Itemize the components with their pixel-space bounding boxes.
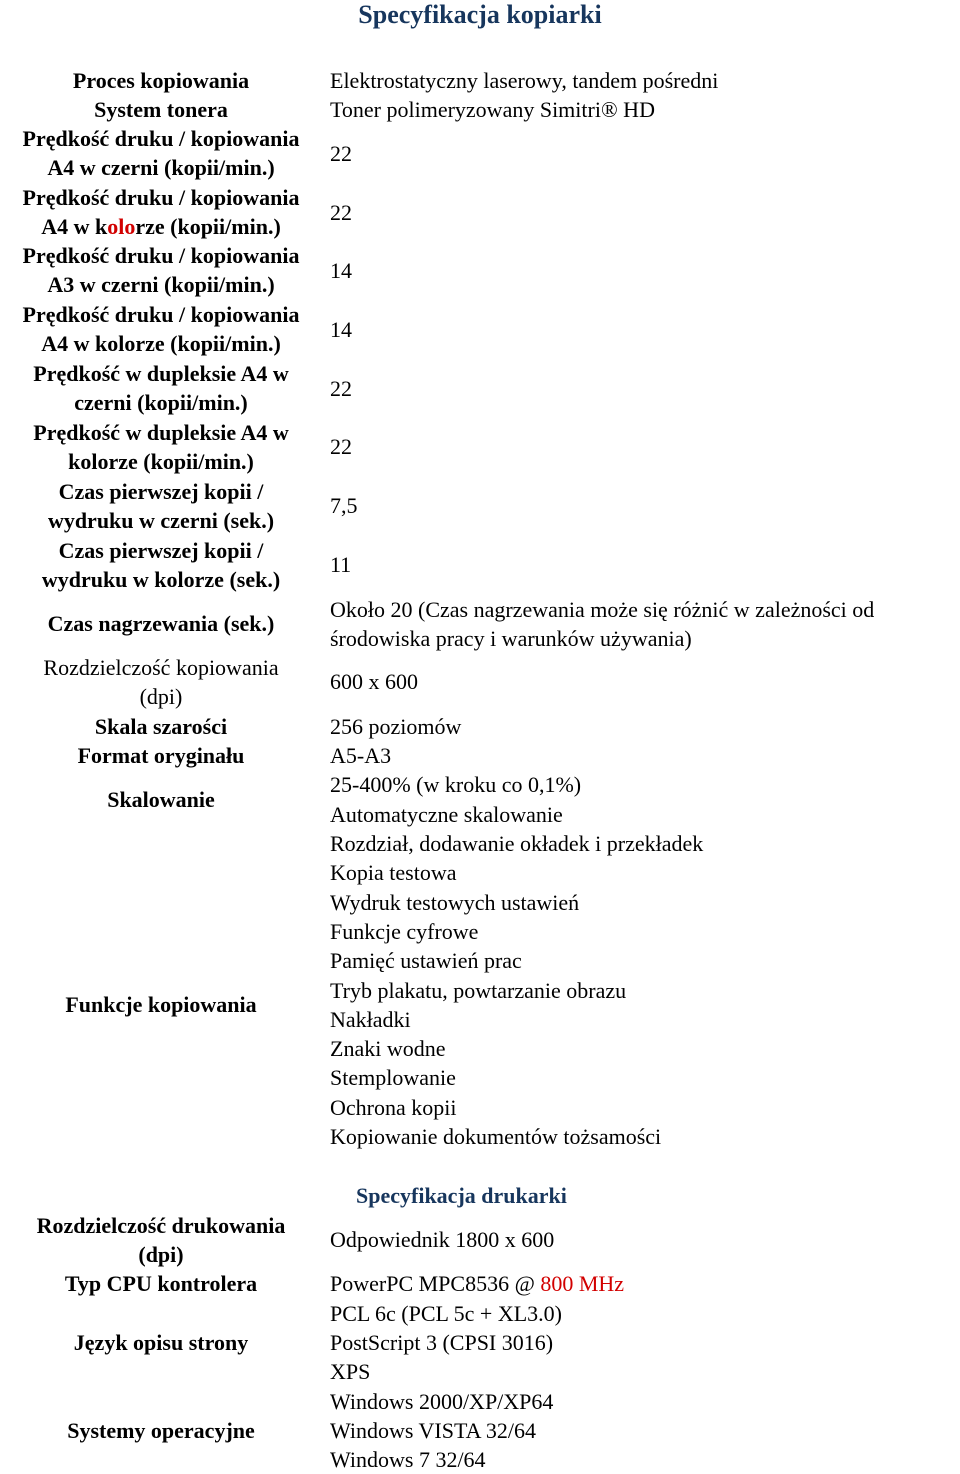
value-typ-cpu: PowerPC MPC8536 @ 800 MHz <box>330 1271 625 1296</box>
value-rozdzielczosc-kopiowania: 600 x 600 <box>330 669 418 694</box>
value-pierwsza-kopia-kolor: 11 <box>330 552 352 577</box>
label-predkosc-a4-kolor-b-2: A4 w kolorze (kopii/min.) <box>41 331 281 356</box>
value-jezyk-1: PCL 6c (PCL 5c + XL3.0) <box>330 1301 562 1326</box>
value-predkosc-a4-czern: 22 <box>330 141 352 166</box>
value-funkcje-6: Tryb plakatu, powtarzanie obrazu <box>330 978 627 1003</box>
value-systemy-2: Windows VISTA 32/64 <box>330 1418 536 1443</box>
value-system-tonera: Toner polimeryzowany Simitri® HD <box>330 97 655 122</box>
value-format-oryginalu: A5-A3 <box>330 743 392 768</box>
label-dupleks-kolor-2: kolorze (kopii/min.) <box>68 449 254 474</box>
label-predkosc-a4-kolor-1: Prędkość druku / kopiowania <box>22 185 300 210</box>
value-funkcje-10: Ochrona kopii <box>330 1095 457 1120</box>
label-predkosc-a3-czern-2: A3 w czerni (kopii/min.) <box>47 272 275 297</box>
value-skala-szarosci: 256 poziomów <box>330 714 462 739</box>
value-funkcje-5: Pamięć ustawień prac <box>330 948 522 973</box>
value-funkcje-8: Znaki wodne <box>330 1036 446 1061</box>
label-rozdzielczosc-kopiowania-1: Rozdzielczość kopiowania <box>43 655 279 680</box>
label-rozdzielczosc-drukowania-2: (dpi) <box>138 1242 184 1267</box>
value-dupleks-kolor: 22 <box>330 434 352 459</box>
label-pierwsza-kopia-czern-2: wydruku w czerni (sek.) <box>47 508 275 533</box>
label-typ-cpu: Typ CPU kontrolera <box>64 1271 258 1296</box>
value-funkcje-1: Rozdział, dodawanie okładek i przekładek <box>330 831 704 856</box>
value-funkcje-4: Funkcje cyfrowe <box>330 919 479 944</box>
value-czas-nagrzewania-2: środowiska pracy i warunków używania) <box>330 626 692 651</box>
printer-section-title: Specyfikacja drukarki <box>356 1183 567 1208</box>
value-jezyk-2: PostScript 3 (CPSI 3016) <box>330 1330 554 1355</box>
label-predkosc-a4-czern-2: A4 w czerni (kopii/min.) <box>47 155 275 180</box>
label-predkosc-a4-czern-1: Prędkość druku / kopiowania <box>22 126 300 151</box>
label-predkosc-a3-czern-1: Prędkość druku / kopiowania <box>22 243 300 268</box>
label-pierwsza-kopia-kolor-2: wydruku w kolorze (sek.) <box>41 567 281 592</box>
label-dupleks-czern-2: czerni (kopii/min.) <box>74 390 248 415</box>
value-predkosc-a4-kolor-b: 14 <box>330 317 352 342</box>
value-dupleks-czern: 22 <box>330 376 352 401</box>
label-predkosc-a4-kolor-b-1: Prędkość druku / kopiowania <box>22 302 300 327</box>
value-systemy-3: Windows 7 32/64 <box>330 1447 486 1472</box>
label-pierwsza-kopia-kolor-1: Czas pierwszej kopii / <box>58 538 264 563</box>
value-czas-nagrzewania-1: Około 20 (Czas nagrzewania może się różnić w zależności od <box>330 597 875 622</box>
label-system-tonera: System tonera <box>94 97 228 122</box>
value-funkcje-11: Kopiowanie dokumentów tożsamości <box>330 1124 662 1149</box>
label-systemy-operacyjne: Systemy operacyjne <box>67 1418 255 1443</box>
value-jezyk-3: XPS <box>330 1359 371 1384</box>
value-rozdzielczosc-drukowania: Odpowiednik 1800 x 600 <box>330 1227 555 1252</box>
label-rozdzielczosc-drukowania-1: Rozdzielczość drukowania <box>36 1213 286 1238</box>
label-predkosc-a4-kolor-2: A4 w kolorze (kopii/min.) <box>41 214 281 239</box>
label-pierwsza-kopia-czern-1: Czas pierwszej kopii / <box>58 479 264 504</box>
label-skalowanie: Skalowanie <box>107 787 215 812</box>
value-skalowanie-1: 25-400% (w kroku co 0,1%) <box>330 772 582 797</box>
label-dupleks-kolor-1: Prędkość w dupleksie A4 w <box>33 420 289 445</box>
value-proces-kopiowania: Elektrostatyczny laserowy, tandem pośredni <box>330 68 719 93</box>
label-jezyk-opisu-strony: Język opisu strony <box>73 1330 249 1355</box>
label-skala-szarosci: Skala szarości <box>94 714 228 739</box>
label-rozdzielczosc-kopiowania-2: (dpi) <box>139 684 183 709</box>
label-dupleks-czern-1: Prędkość w dupleksie A4 w <box>33 361 289 386</box>
value-pierwsza-kopia-czern: 7,5 <box>330 493 358 518</box>
value-predkosc-a4-kolor: 22 <box>330 200 352 225</box>
value-funkcje-9: Stemplowanie <box>330 1065 456 1090</box>
label-format-oryginalu: Format oryginału <box>77 743 245 768</box>
label-proces-kopiowania: Proces kopiowania <box>72 68 250 93</box>
value-funkcje-2: Kopia testowa <box>330 860 457 885</box>
label-funkcje-kopiowania: Funkcje kopiowania <box>65 992 257 1017</box>
value-skalowanie-2: Automatyczne skalowanie <box>330 802 563 827</box>
value-predkosc-a3-czern: 14 <box>330 258 352 283</box>
value-systemy-1: Windows 2000/XP/XP64 <box>330 1389 554 1414</box>
value-funkcje-3: Wydruk testowych ustawień <box>330 890 580 915</box>
label-czas-nagrzewania: Czas nagrzewania (sek.) <box>47 611 275 636</box>
value-funkcje-7: Nakładki <box>330 1007 411 1032</box>
page-title: Specyfikacja kopiarki <box>358 0 602 29</box>
